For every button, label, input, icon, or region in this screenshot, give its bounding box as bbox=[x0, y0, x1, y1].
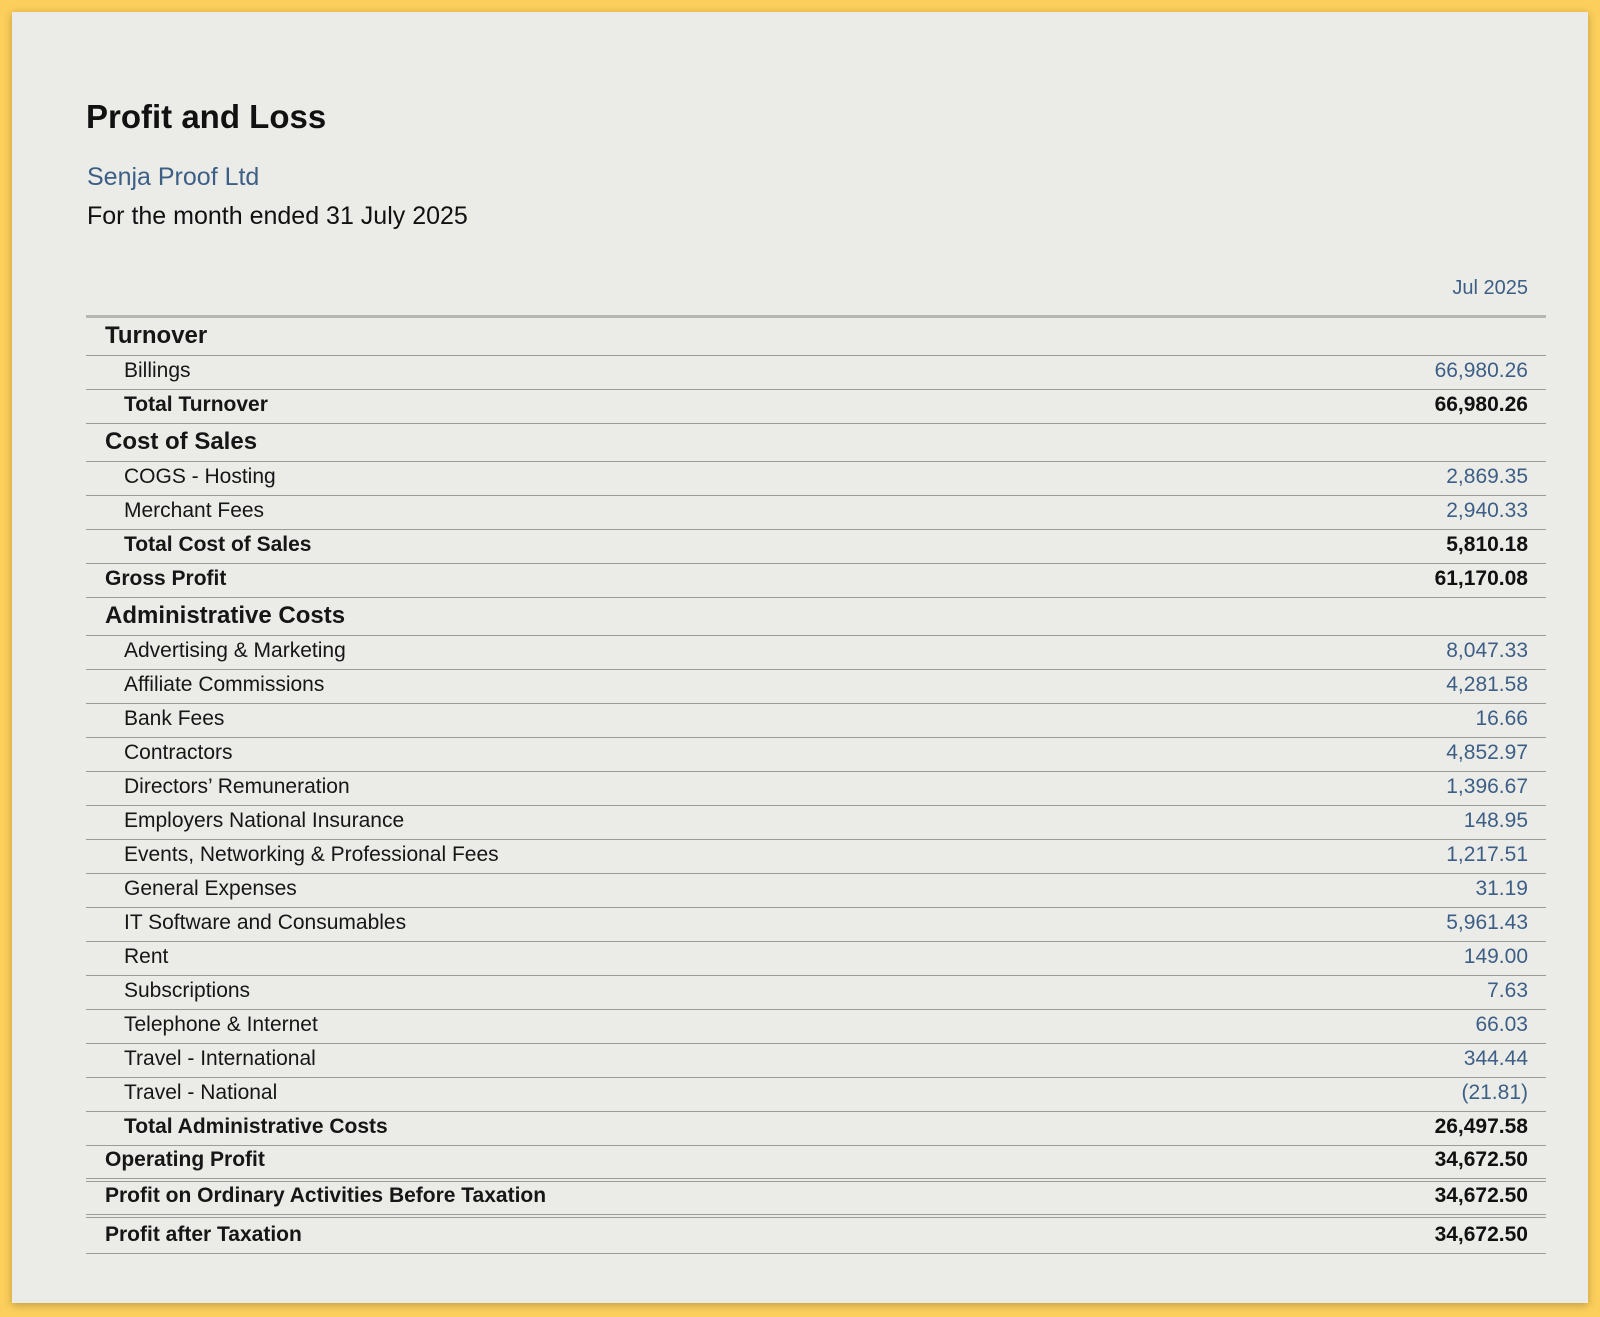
account-label: Employers National Insurance bbox=[124, 809, 405, 832]
section-heading-cost-of-sales bbox=[86, 424, 1546, 462]
account-label: Directors’ Remuneration bbox=[124, 775, 350, 798]
account-label: Billings bbox=[124, 359, 191, 382]
account-amount-link[interactable]: 1,217.51 bbox=[1446, 843, 1528, 866]
account-label: Rent bbox=[124, 945, 169, 968]
account-amount-link[interactable]: 5,961.43 bbox=[1446, 911, 1528, 934]
summary-amount: 61,170.08 bbox=[1434, 567, 1528, 590]
account-amount-link[interactable]: 2,869.35 bbox=[1446, 465, 1528, 488]
account-label: Contractors bbox=[124, 741, 233, 764]
total-amount: 5,810.18 bbox=[1446, 533, 1528, 556]
section-heading-turnover bbox=[86, 318, 1546, 356]
summary-row-profit-after-tax bbox=[86, 1218, 1546, 1254]
account-amount-link[interactable]: (21.81) bbox=[1461, 1081, 1528, 1104]
account-label: Bank Fees bbox=[124, 707, 225, 730]
account-amount-link[interactable]: 7.63 bbox=[1487, 979, 1528, 1002]
table-row bbox=[86, 356, 1546, 390]
summary-row-operating-profit bbox=[86, 1146, 1546, 1182]
table-row bbox=[86, 670, 1546, 704]
summary-label: Gross Profit bbox=[105, 567, 227, 590]
account-label: COGS - Hosting bbox=[124, 465, 276, 488]
account-amount-link[interactable]: 344.44 bbox=[1463, 1047, 1528, 1070]
report-period: For the month ended 31 July 2025 bbox=[87, 202, 468, 230]
account-amount-link[interactable]: 31.19 bbox=[1475, 877, 1528, 900]
table-row bbox=[86, 704, 1546, 738]
summary-amount: 34,672.50 bbox=[1434, 1223, 1528, 1246]
table-row bbox=[86, 874, 1546, 908]
column-header-period: Jul 2025 bbox=[1452, 277, 1528, 299]
summary-amount: 34,672.50 bbox=[1434, 1148, 1528, 1171]
table-row bbox=[86, 1078, 1546, 1112]
account-amount-link[interactable]: 148.95 bbox=[1463, 809, 1528, 832]
table-row bbox=[86, 636, 1546, 670]
total-row-administrative-costs bbox=[86, 1112, 1546, 1146]
account-label: Advertising & Marketing bbox=[124, 639, 346, 662]
account-label: Events, Networking & Professional Fees bbox=[124, 843, 499, 866]
account-amount-link[interactable]: 16.66 bbox=[1475, 707, 1528, 730]
table-row bbox=[86, 772, 1546, 806]
summary-label: Profit on Ordinary Activities Before Taxation bbox=[105, 1184, 547, 1207]
account-label: Travel - International bbox=[124, 1047, 316, 1070]
account-amount-link[interactable]: 4,281.58 bbox=[1446, 673, 1528, 696]
summary-amount: 34,672.50 bbox=[1434, 1184, 1528, 1207]
total-amount: 26,497.58 bbox=[1434, 1115, 1528, 1138]
report-table bbox=[86, 315, 1546, 1254]
table-row bbox=[86, 462, 1546, 496]
table-row bbox=[86, 496, 1546, 530]
total-label: Total Administrative Costs bbox=[124, 1115, 388, 1138]
section-heading-administrative-costs bbox=[86, 598, 1546, 636]
account-amount-link[interactable]: 8,047.33 bbox=[1446, 639, 1528, 662]
table-row bbox=[86, 942, 1546, 976]
account-amount-link[interactable]: 66.03 bbox=[1475, 1013, 1528, 1036]
total-label: Total Turnover bbox=[124, 393, 268, 416]
account-label: Telephone & Internet bbox=[124, 1013, 318, 1036]
table-row bbox=[86, 976, 1546, 1010]
summary-label: Profit after Taxation bbox=[105, 1223, 302, 1246]
table-row bbox=[86, 908, 1546, 942]
company-name: Senja Proof Ltd bbox=[87, 163, 260, 191]
account-label: General Expenses bbox=[124, 877, 297, 900]
total-amount: 66,980.26 bbox=[1434, 393, 1528, 416]
summary-row-gross-profit bbox=[86, 564, 1546, 598]
report-paper bbox=[12, 12, 1588, 1303]
section-heading-label: Cost of Sales bbox=[105, 428, 258, 455]
account-label: IT Software and Consumables bbox=[124, 911, 407, 934]
account-amount-link[interactable]: 1,396.67 bbox=[1446, 775, 1528, 798]
total-row-cost-of-sales bbox=[86, 530, 1546, 564]
summary-row-profit-before-tax bbox=[86, 1182, 1546, 1218]
account-amount-link[interactable]: 2,940.33 bbox=[1446, 499, 1528, 522]
account-amount-link[interactable]: 4,852.97 bbox=[1446, 741, 1528, 764]
account-amount-link[interactable]: 66,980.26 bbox=[1434, 359, 1528, 382]
account-label: Travel - National bbox=[124, 1081, 278, 1104]
table-row bbox=[86, 1044, 1546, 1078]
summary-label: Operating Profit bbox=[105, 1148, 265, 1171]
table-row bbox=[86, 806, 1546, 840]
table-row bbox=[86, 840, 1546, 874]
table-row bbox=[86, 1010, 1546, 1044]
section-heading-label: Administrative Costs bbox=[105, 602, 346, 629]
account-amount-link[interactable]: 149.00 bbox=[1463, 945, 1528, 968]
table-row bbox=[86, 738, 1546, 772]
report-title: Profit and Loss bbox=[86, 98, 327, 135]
account-label: Merchant Fees bbox=[124, 499, 265, 522]
total-row-turnover bbox=[86, 390, 1546, 424]
total-label: Total Cost of Sales bbox=[124, 533, 312, 556]
account-label: Affiliate Commissions bbox=[124, 673, 325, 696]
account-label: Subscriptions bbox=[124, 979, 251, 1002]
section-heading-label: Turnover bbox=[105, 322, 208, 349]
